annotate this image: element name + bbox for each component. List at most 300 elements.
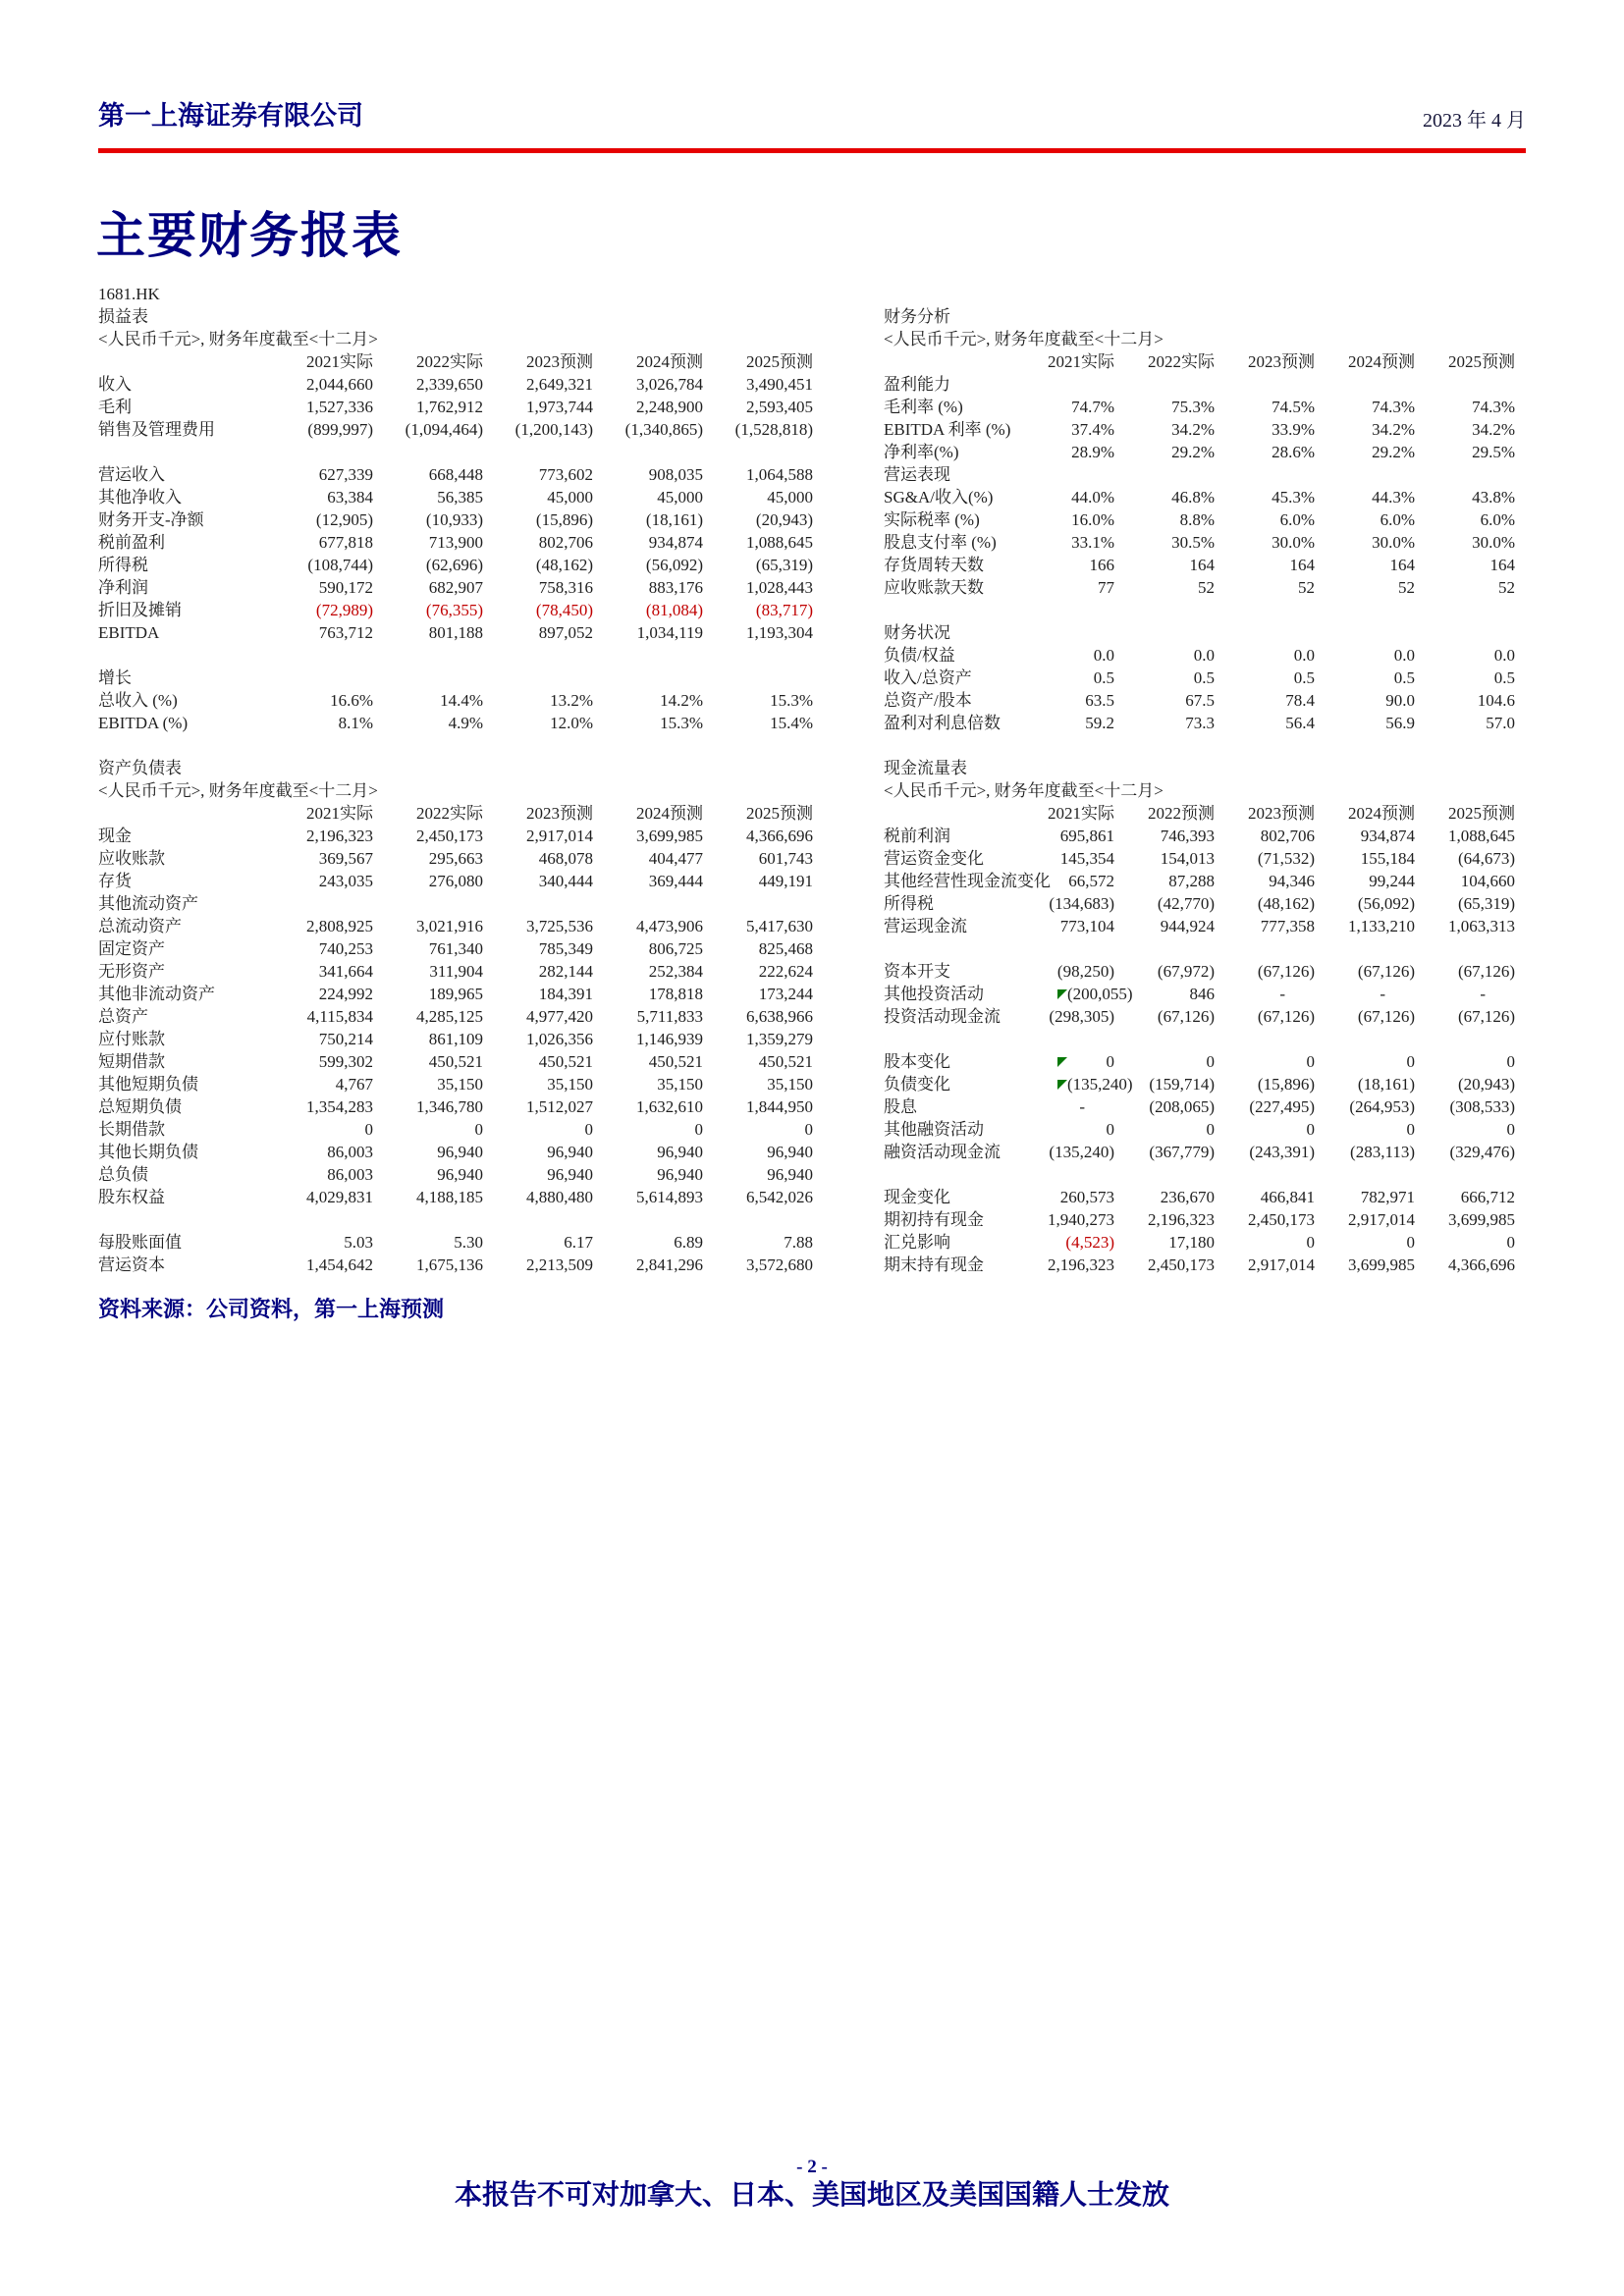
- table-row: [884, 576, 1515, 599]
- cell-value: 5.03: [344, 1233, 373, 1252]
- table-row: [98, 847, 813, 870]
- cell-value: 2,339,650: [416, 375, 483, 394]
- cell-value: 0: [1106, 1120, 1114, 1139]
- cell-value: 30.0%: [1272, 533, 1315, 552]
- cell-value: 590,172: [318, 578, 373, 597]
- cell-value: 341,664: [318, 962, 373, 981]
- table-row: [98, 1141, 813, 1163]
- cell-value: 666,712: [1460, 1188, 1516, 1206]
- cell-value: 35,150: [657, 1075, 703, 1094]
- cell-value: 77: [1098, 578, 1114, 597]
- cell-value: (67,126): [1457, 1007, 1516, 1026]
- table-meta: <人民币千元>, 财务年度截至<十二月>: [98, 781, 378, 800]
- cell-value: 56.9: [1385, 714, 1415, 732]
- table-row: [884, 712, 1515, 734]
- cell-value: (42,770): [1157, 894, 1215, 913]
- column-header: 2023预测: [1248, 352, 1315, 371]
- cell-value: 252,384: [648, 962, 703, 981]
- cell-value: 1,063,313: [1448, 917, 1516, 935]
- cell-value: 57.0: [1486, 714, 1516, 732]
- cell-value: 44.0%: [1071, 488, 1114, 507]
- cell-value: 2,808,925: [306, 917, 373, 935]
- table-row: [884, 1095, 1515, 1118]
- table-meta-row: [884, 779, 1515, 802]
- row-label: 税前盈利: [98, 533, 165, 552]
- table-row: [98, 418, 813, 441]
- cell-value: 0: [1506, 1120, 1516, 1139]
- cell-value: 3,725,536: [526, 917, 593, 935]
- row-label: 净利润: [98, 578, 148, 597]
- cell-value: 0: [1406, 1052, 1415, 1071]
- row-label: EBITDA 利率 (%): [884, 420, 1011, 439]
- column-header: 2022实际: [416, 804, 483, 823]
- cell-value: 1,133,210: [1348, 917, 1415, 935]
- cell-value: 883,176: [648, 578, 703, 597]
- cell-value: (1,094,464): [405, 420, 483, 439]
- row-label: 现金: [98, 827, 132, 845]
- cell-value: 777,358: [1260, 917, 1315, 935]
- cell-value: 96,940: [547, 1165, 593, 1184]
- cell-value: 1,512,027: [526, 1097, 593, 1116]
- cell-value: 2,450,173: [1148, 1255, 1215, 1274]
- cell-value: 35,150: [547, 1075, 593, 1094]
- cell-value: (135,240): [1049, 1143, 1114, 1161]
- cell-value: 2,044,660: [306, 375, 373, 394]
- table-row: [884, 1186, 1515, 1208]
- cell-value: 16.6%: [330, 691, 373, 710]
- cell-value: 90.0: [1385, 691, 1415, 710]
- cell-value: [703, 892, 813, 915]
- cell-value: (20,943): [1457, 1075, 1516, 1094]
- cell-value: 1,675,136: [416, 1255, 483, 1274]
- cell-value: 6.0%: [1480, 510, 1516, 529]
- spacer: [884, 1028, 1515, 1050]
- cell-value: 0: [1206, 1120, 1215, 1139]
- cell-value: 74.5%: [1272, 398, 1315, 416]
- cell-value: (159,714): [1149, 1075, 1215, 1094]
- row-label: 营运资本: [98, 1255, 165, 1274]
- cell-value: (108,744): [307, 556, 373, 574]
- cell-value: 13.2%: [550, 691, 593, 710]
- cell-value: (65,319): [755, 556, 813, 574]
- row-label: 股息: [884, 1097, 917, 1116]
- cell-value: 3,699,985: [1448, 1210, 1516, 1229]
- section-header-row: [884, 621, 1515, 644]
- cell-value: 15.3%: [770, 691, 813, 710]
- cell-value: 28.6%: [1272, 443, 1315, 461]
- cell-value: (18,161): [645, 510, 703, 529]
- cell-value: 599,302: [318, 1052, 373, 1071]
- table-row: [98, 915, 813, 937]
- column-header: 2022实际: [416, 352, 483, 371]
- cell-value: 682,907: [428, 578, 483, 597]
- cell-value: 1,527,336: [306, 398, 373, 416]
- row-label: 融资活动现金流: [884, 1143, 1001, 1161]
- cell-value: 96,940: [437, 1165, 483, 1184]
- table-row: [98, 689, 813, 712]
- column-header-row: [884, 350, 1515, 373]
- cell-value: 4,977,420: [526, 1007, 593, 1026]
- source-note: 资料来源：公司资料，第一上海预测: [98, 1297, 445, 1321]
- table-row: [98, 373, 813, 396]
- row-label: 毛利率 (%): [884, 398, 963, 416]
- corner-cell: [884, 350, 1014, 373]
- table-row: [884, 1231, 1515, 1254]
- row-label: 总收入 (%): [98, 691, 178, 710]
- cell-value: 96,940: [547, 1143, 593, 1161]
- table-row: [98, 1005, 813, 1028]
- row-label: 其他投资活动: [884, 985, 984, 1003]
- cell-value: 4,366,696: [1448, 1255, 1516, 1274]
- cell-value: -: [1279, 985, 1285, 1003]
- table-row: [98, 1163, 813, 1186]
- cell-value: 5,711,833: [636, 1007, 703, 1026]
- cell-value: 3,699,985: [636, 827, 703, 845]
- cell-value: 87,288: [1168, 872, 1215, 890]
- row-label: 固定资产: [98, 939, 165, 958]
- table-title-row: [98, 305, 813, 328]
- cell-value: (98,250): [1056, 962, 1114, 981]
- row-label: EBITDA: [98, 623, 160, 642]
- cell-value: 12.0%: [550, 714, 593, 732]
- cell-value: 311,904: [429, 962, 483, 981]
- cell-value: (67,126): [1157, 1007, 1215, 1026]
- cell-value: (1,200,143): [514, 420, 593, 439]
- row-label: 无形资产: [98, 962, 165, 981]
- column-header: 2023预测: [526, 352, 593, 371]
- table-title: 增长: [98, 668, 132, 687]
- cell-value: 846: [1189, 985, 1215, 1003]
- cell-value: 449,191: [758, 872, 813, 890]
- column-header: 2025预测: [1448, 804, 1516, 823]
- cell-value: 1,454,642: [306, 1255, 373, 1274]
- row-label: 存货: [98, 872, 132, 890]
- cell-value: 1,940,273: [1048, 1210, 1114, 1229]
- cell-value: (78,450): [535, 601, 593, 619]
- cell-value: 276,080: [428, 872, 483, 890]
- row-label: EBITDA (%): [98, 714, 189, 732]
- spacer: [884, 1163, 1515, 1186]
- table-row: [98, 983, 813, 1005]
- table-row: [98, 463, 813, 486]
- table-title: 营运表现: [884, 465, 950, 484]
- table-meta-row: [98, 779, 813, 802]
- cell-value: 52: [1498, 578, 1516, 597]
- table-row: [884, 418, 1515, 441]
- cell-value: (208,065): [1149, 1097, 1215, 1116]
- cell-value: (71,532): [1257, 849, 1315, 868]
- spacer: [98, 441, 813, 463]
- cell-value: 236,670: [1160, 1188, 1215, 1206]
- table-row: [884, 554, 1515, 576]
- report-date: 2023 年 4 月: [1423, 110, 1526, 132]
- cell-value: 761,340: [428, 939, 483, 958]
- column-header: 2023预测: [1248, 804, 1315, 823]
- comment-marker-icon: [1057, 1057, 1067, 1067]
- table-row: [884, 1208, 1515, 1231]
- cell-value: [593, 892, 703, 915]
- cell-value: 45.3%: [1272, 488, 1315, 507]
- section-header-row: [98, 667, 813, 689]
- cell-value: 30.0%: [1472, 533, 1516, 552]
- table-meta-row: [884, 328, 1515, 350]
- cell-value: (67,126): [1257, 1007, 1315, 1026]
- cell-value: 801,188: [428, 623, 483, 642]
- cell-value: 0: [584, 1120, 593, 1139]
- cell-value: 104,660: [1460, 872, 1516, 890]
- table-row: [98, 937, 813, 960]
- cell-value: 4,880,480: [526, 1188, 593, 1206]
- cell-value: 4.9%: [448, 714, 483, 732]
- column-header: 2022实际: [1148, 352, 1215, 371]
- red-rule: [98, 148, 1526, 153]
- cell-value: 166: [1089, 556, 1114, 574]
- table-row: [884, 1050, 1515, 1073]
- cell-value: 56,385: [437, 488, 483, 507]
- cell-value: 897,052: [538, 623, 593, 642]
- table-title: 资产负债表: [98, 759, 182, 777]
- cell-value: 0: [1506, 1052, 1516, 1071]
- cell-value: 45,000: [657, 488, 703, 507]
- table-row: [884, 689, 1515, 712]
- cell-value: 369,444: [648, 872, 703, 890]
- cell-value: 86,003: [327, 1143, 373, 1161]
- cell-value: 601,743: [758, 849, 813, 868]
- cell-value: 6,638,966: [746, 1007, 813, 1026]
- cell-value: 164: [1289, 556, 1315, 574]
- cell-value: -: [1380, 985, 1385, 1003]
- row-label: 盈利对利息倍数: [884, 714, 1001, 732]
- row-label: 股息支付率 (%): [884, 533, 997, 552]
- cell-value: 2,248,900: [636, 398, 703, 416]
- cell-value: 94,346: [1269, 872, 1315, 890]
- table-row: [884, 870, 1515, 892]
- cell-value: 1,026,356: [526, 1030, 593, 1048]
- cell-value: 2,450,173: [1248, 1210, 1315, 1229]
- table-title: 损益表: [98, 307, 148, 326]
- cell-value: (10,933): [425, 510, 483, 529]
- table-row: [98, 825, 813, 847]
- spacer-row: [884, 734, 1515, 757]
- cell-value: 184,391: [538, 985, 593, 1003]
- cell-value: 6.17: [564, 1233, 593, 1252]
- cell-value: 802,706: [1260, 827, 1315, 845]
- table-row: [884, 486, 1515, 508]
- row-label: 股东权益: [98, 1188, 165, 1206]
- cell-value: 5,417,630: [746, 917, 813, 935]
- section-header-row: [884, 463, 1515, 486]
- cell-value: 96,940: [657, 1143, 703, 1161]
- cell-value: 6,542,026: [746, 1188, 813, 1206]
- column-header: 2023预测: [526, 804, 593, 823]
- cell-value: 2,196,323: [1148, 1210, 1215, 1229]
- cell-value: 104.6: [1477, 691, 1516, 710]
- row-label: 其他长期负债: [98, 1143, 198, 1161]
- table-row: [98, 712, 813, 734]
- cell-value: 96,940: [767, 1165, 813, 1184]
- row-label: 负债变化: [884, 1075, 950, 1094]
- cell-value: 0.5: [1393, 668, 1415, 687]
- page-footer: [0, 2156, 1624, 2213]
- cell-value: 806,725: [648, 939, 703, 958]
- cell-value: 1,359,279: [746, 1030, 813, 1048]
- cell-value: 35,150: [437, 1075, 483, 1094]
- cell-value: 4,115,834: [306, 1007, 373, 1026]
- table-meta: <人民币千元>, 财务年度截至<十二月>: [98, 330, 378, 348]
- cell-value: 0.0: [1393, 646, 1415, 665]
- table-row: [884, 825, 1515, 847]
- cell-value: 164: [1189, 556, 1215, 574]
- cell-value: 14.2%: [660, 691, 703, 710]
- cell-value: (264,953): [1349, 1097, 1415, 1116]
- cell-value: 28.9%: [1071, 443, 1114, 461]
- cell-value: 8.1%: [338, 714, 373, 732]
- row-label: 长期借款: [98, 1120, 165, 1139]
- table-title: 现金流量表: [884, 759, 967, 777]
- table-row: [98, 892, 813, 915]
- cell-value: (72,989): [315, 601, 373, 619]
- cell-value: 0: [804, 1120, 813, 1139]
- column-header: 2022预测: [1148, 804, 1215, 823]
- row-label: 股本变化: [884, 1052, 950, 1071]
- cell-value: 4,767: [335, 1075, 373, 1094]
- cell-value: (283,113): [1350, 1143, 1415, 1161]
- cell-value: 2,593,405: [746, 398, 813, 416]
- table-row: [884, 667, 1515, 689]
- cell-value: 627,339: [318, 465, 373, 484]
- cell-value: 155,184: [1360, 849, 1415, 868]
- table-row: [98, 1028, 813, 1050]
- cell-value: 4,188,185: [416, 1188, 483, 1206]
- left-financials-table: [98, 283, 813, 1276]
- spacer: [98, 1208, 813, 1231]
- cell-value: (20,943): [755, 510, 813, 529]
- cell-value: 74.3%: [1372, 398, 1415, 416]
- cell-value: 34.2%: [1171, 420, 1215, 439]
- cell-value: 222,624: [758, 962, 813, 981]
- table-row: [98, 1073, 813, 1095]
- cell-value: -: [1079, 1097, 1085, 1116]
- row-label: 总资产: [98, 1007, 148, 1026]
- table-row: [884, 508, 1515, 531]
- financial-tables: [98, 283, 1526, 1323]
- table-row: [884, 960, 1515, 983]
- row-label: 每股账面值: [98, 1233, 182, 1252]
- table-row: [884, 396, 1515, 418]
- cell-value: 29.2%: [1372, 443, 1415, 461]
- cell-value: 5.30: [454, 1233, 483, 1252]
- cell-value: 0.5: [1493, 668, 1516, 687]
- cell-value: 466,841: [1260, 1188, 1315, 1206]
- cell-value: 773,602: [538, 465, 593, 484]
- cell-value: (65,319): [1457, 894, 1516, 913]
- cell-value: 44.3%: [1372, 488, 1415, 507]
- cell-value: 802,706: [538, 533, 593, 552]
- left-column: [98, 283, 813, 1323]
- cell-value: 1,973,744: [526, 398, 593, 416]
- table-title: 盈利能力: [884, 375, 950, 394]
- cell-value: 173,244: [758, 985, 813, 1003]
- cell-value: 0: [364, 1120, 373, 1139]
- row-label: 其他流动资产: [98, 894, 198, 913]
- cell-value: 260,573: [1059, 1188, 1114, 1206]
- cell-value: 63.5: [1085, 691, 1114, 710]
- spacer: [884, 937, 1515, 960]
- cell-value: 99,244: [1369, 872, 1415, 890]
- table-title-row: [884, 757, 1515, 779]
- cell-value: 7.88: [784, 1233, 813, 1252]
- cell-value: [483, 892, 593, 915]
- table-row: [884, 531, 1515, 554]
- cell-value: 450,521: [758, 1052, 813, 1071]
- cell-value: (83,717): [755, 601, 813, 619]
- table-row: [98, 1231, 813, 1254]
- cell-value: 668,448: [428, 465, 483, 484]
- row-label: 资本开支: [884, 962, 950, 981]
- cell-value: 2,917,014: [1248, 1255, 1315, 1274]
- cell-value: 6.89: [674, 1233, 703, 1252]
- cell-value: 75.3%: [1171, 398, 1215, 416]
- cell-value: 96,940: [767, 1143, 813, 1161]
- cell-value: 16.0%: [1071, 510, 1114, 529]
- cell-value: 934,874: [648, 533, 703, 552]
- cell-value: 825,468: [758, 939, 813, 958]
- row-label: 其他净收入: [98, 488, 182, 507]
- column-header: 2021实际: [1048, 352, 1114, 371]
- cell-value: 96,940: [657, 1165, 703, 1184]
- cell-value: 30.0%: [1372, 533, 1415, 552]
- cell-value: 450,521: [648, 1052, 703, 1071]
- comment-marker-icon: [1057, 1080, 1067, 1090]
- cell-value: (12,905): [315, 510, 373, 529]
- table-row: [98, 870, 813, 892]
- cell-value: 0: [1206, 1052, 1215, 1071]
- cell-value: 78.4: [1285, 691, 1315, 710]
- right-column: [884, 283, 1515, 1276]
- row-label: 汇兑影响: [884, 1233, 950, 1252]
- table-row: [884, 1005, 1515, 1028]
- row-label: 其他融资活动: [884, 1120, 984, 1139]
- cell-value: 2,196,323: [306, 827, 373, 845]
- cell-value: (64,673): [1457, 849, 1516, 868]
- cell-value: 2,841,296: [636, 1255, 703, 1274]
- cell-value: 282,144: [538, 962, 593, 981]
- cell-value: (135,240): [1014, 1073, 1114, 1095]
- cell-value: 67.5: [1185, 691, 1215, 710]
- cell-value: (56,092): [1357, 894, 1415, 913]
- cell-value: 5,614,893: [636, 1188, 703, 1206]
- cell-value: 56.4: [1285, 714, 1315, 732]
- row-label: 毛利: [98, 398, 132, 416]
- table-row: [884, 1254, 1515, 1276]
- cell-value: 6.0%: [1279, 510, 1315, 529]
- cell-value: 369,567: [318, 849, 373, 868]
- row-label: 所得税: [884, 894, 934, 913]
- cell-value: 0.5: [1093, 668, 1114, 687]
- row-label: 期末持有现金: [884, 1255, 984, 1274]
- cell-value: 96,940: [437, 1143, 483, 1161]
- table-row: [98, 621, 813, 644]
- cell-value: 746,393: [1160, 827, 1215, 845]
- table-row: [98, 396, 813, 418]
- cell-value: (227,495): [1249, 1097, 1315, 1116]
- table-title-row: [884, 305, 1515, 328]
- spacer-row: [98, 1208, 813, 1231]
- table-row: [98, 576, 813, 599]
- cell-value: (367,779): [1149, 1143, 1215, 1161]
- table-row: [98, 960, 813, 983]
- cell-value: (56,092): [645, 556, 703, 574]
